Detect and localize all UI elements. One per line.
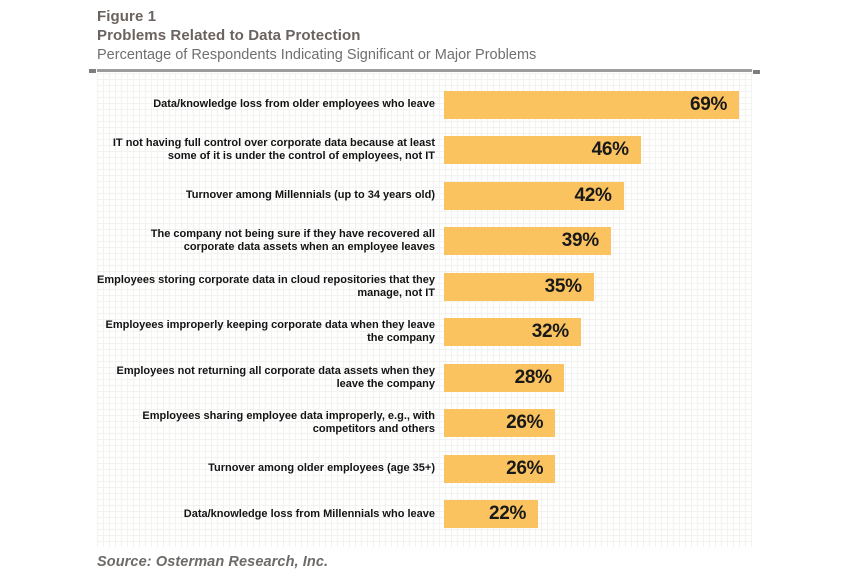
category-label: Employees storing corporate data in cloud repositories that they manage, not IT	[97, 273, 436, 299]
bar	[444, 409, 555, 437]
chart-row	[97, 355, 752, 401]
chart-row	[97, 219, 752, 265]
bar	[444, 318, 581, 346]
figure-subtitle: Percentage of Respondents Indicating Significant or Major Problems	[97, 47, 537, 63]
figure-title: Problems Related to Data Protection	[97, 27, 361, 44]
bar-value-label: 35%	[544, 275, 582, 297]
chart-row	[97, 492, 752, 538]
bar-area	[444, 455, 752, 483]
chart-row	[97, 128, 752, 174]
bar-value-label: 26%	[506, 412, 544, 434]
category-label: Turnover among Millennials (up to 34 years old)	[185, 189, 435, 202]
bar-area	[444, 273, 752, 301]
bar-area	[444, 136, 752, 164]
bar-value-label: 69%	[690, 93, 728, 115]
bar	[444, 227, 611, 255]
category-label: IT not having full control over corporate data because at least some of it is under the control of employees, not IT	[112, 137, 435, 163]
bar	[444, 182, 624, 210]
bar-area	[444, 409, 752, 437]
bar	[444, 500, 538, 528]
bar	[444, 273, 594, 301]
bar-value-label: 28%	[514, 366, 552, 388]
bar-value-label: 22%	[488, 503, 527, 525]
bar-area	[444, 364, 752, 392]
bar-area	[444, 500, 752, 528]
chart-area	[97, 73, 752, 547]
bar	[444, 455, 555, 483]
bar-value-label: 39%	[561, 230, 599, 252]
category-label: Employees improperly keeping corporate data when they leave the company	[105, 319, 435, 345]
category-label: Turnover among older employees (age 35+)	[208, 462, 435, 475]
category-label: Data/knowledge loss from Millennials who leave	[183, 507, 435, 520]
category-label: Employees sharing employee data improperly, e.g., with competitors and others	[142, 410, 435, 436]
bar-area	[444, 91, 752, 119]
bar-value-label: 32%	[531, 321, 569, 343]
category-label: The company not being sure if they have recovered all corporate data assets when an employee leaves	[150, 228, 435, 254]
category-label: Data/knowledge loss from older employees who leave	[153, 98, 435, 111]
bar-value-label: 42%	[574, 184, 612, 206]
chart-row	[97, 264, 752, 310]
bar-area	[444, 182, 752, 210]
bar-area	[444, 227, 752, 255]
bar	[444, 91, 739, 119]
figure-label: Figure 1	[97, 8, 157, 25]
source-note: Source: Osterman Research, Inc.	[97, 554, 329, 570]
bar	[444, 136, 641, 164]
header-rule	[97, 69, 752, 72]
chart-row	[97, 173, 752, 219]
chart-row	[97, 401, 752, 447]
bar-value-label: 26%	[506, 457, 544, 479]
bar-area	[444, 318, 752, 346]
bar	[444, 364, 564, 392]
chart-row	[97, 446, 752, 492]
figure-container	[97, 7, 752, 585]
chart-row	[97, 310, 752, 356]
bar-value-label: 46%	[591, 139, 629, 161]
category-label: Employees not returning all corporate data assets when they leave the company	[116, 364, 435, 390]
chart-row	[97, 82, 752, 128]
